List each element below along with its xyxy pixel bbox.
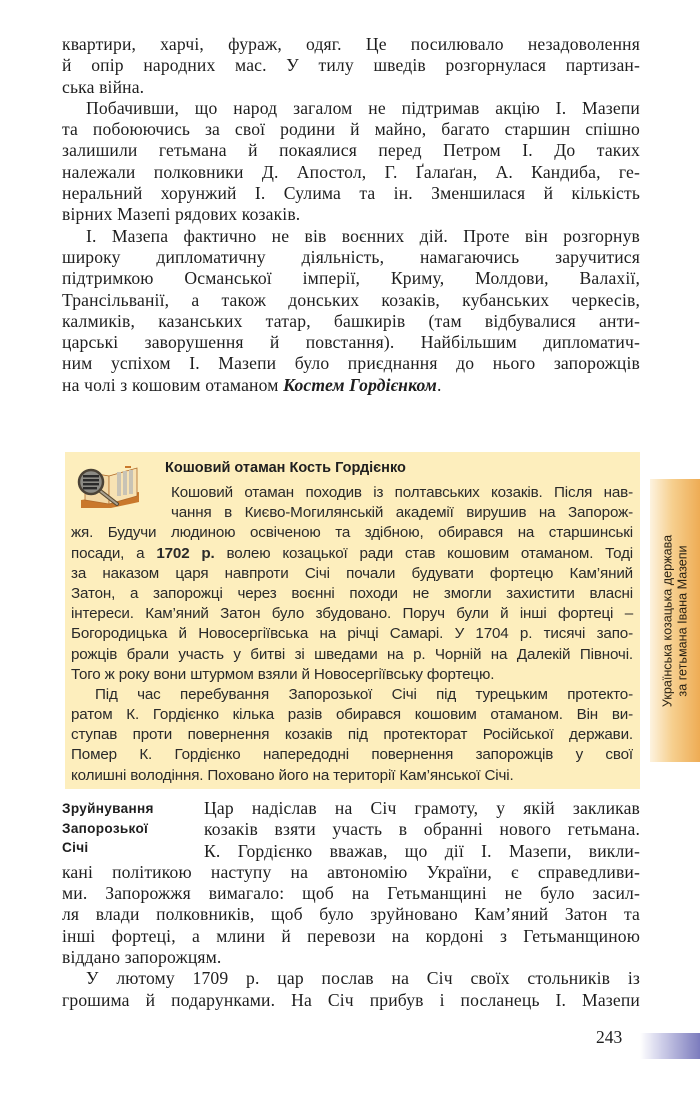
side-heading-line: Січі <box>62 840 89 855</box>
text-line: козаків взяти участь в обранні нового гетьмана. <box>204 819 640 840</box>
text-line: Богородицька й Новосергіївська на річці Самарі. У 1704 р. тисячі запо- <box>71 625 633 643</box>
text-line: ська війна. <box>62 76 145 97</box>
text-line: У лютому 1709 р. цар послав на Січ своїх стольників із <box>86 968 640 989</box>
text-line: ним успіхом І. Мазепи було приєднання до нього запорожців <box>62 353 640 374</box>
text-fragment: посади, а <box>71 544 157 562</box>
side-heading-line: Зруйнування <box>62 801 154 816</box>
text-line: неральний хорунжий І. Сулима та ін. Зменшилася й кількість <box>62 183 640 204</box>
text-line: К. Гордієнко вважав, що дії І. Мазепи, викли- <box>204 840 640 861</box>
info-box-text <box>71 483 633 786</box>
text-line: ратом К. Гордієнко кілька разів обирався кошовим отаманом. Він ви- <box>71 706 633 724</box>
text-line: й опір народних мас. У тилу шведів розгорнулася партизан- <box>62 55 640 76</box>
text-line: Затон, а запорожці через воєнні походи не змогли захистити власні <box>71 584 633 602</box>
text-line: квартири, харчі, фураж, одяг. Це посилювало незадоволення <box>62 34 640 54</box>
chapter-title-line: за гетьмана Івана Мазепи <box>675 544 689 697</box>
info-box <box>65 452 640 789</box>
text-line: жя. Будучи людиною освіченою та здібною, обирався на старшинські <box>71 524 633 542</box>
text-line: належали полковники Д. Апостол, Г. Ґалаґан, А. Кандиба, ге- <box>62 161 640 182</box>
text-line: ля влади полковників, щоб було зруйновано Кам’яний Затон та <box>62 904 640 925</box>
text-line: інші фортеці, а млини й перевози на кордоні з Гетьманщиною <box>62 925 640 946</box>
info-box-title: Кошовий отаман Кость Гордієнко <box>165 460 406 476</box>
side-heading-line: Запорозької <box>62 820 149 836</box>
text-line: Побачивши, що народ загалом не підтримав акцію І. Мазепи <box>86 97 640 118</box>
emphasis-name: Костем Гордієнком <box>283 374 437 395</box>
text-fragment: волею козацької ради став кошовим отаманом. Тоді <box>214 544 633 562</box>
text-line: за наказом царя навпроти Січі почали будувати фортецю Кам’яний <box>71 564 633 582</box>
year-emphasis: 1702 р. <box>156 544 215 562</box>
text-fragment: . <box>436 374 442 395</box>
text-line: Під час перебування Запорозької Січі під турецьким протекто- <box>95 685 633 703</box>
text-line: І. Мазепа фактично не вів воєнних дій. Проте він розгорнув <box>86 225 640 246</box>
text-line: колишні володіння. Поховано його на території Кам’янської Січі. <box>71 766 514 784</box>
text-line: широку дипломатичну діяльність, намагаючись заручитися <box>62 246 640 267</box>
text-line: чання в Києво-Могилянській академії вирушив на Запорож- <box>171 504 633 522</box>
text-fragment: на чолі з кошовим отаманом <box>62 374 284 395</box>
text-line: ми. Запорожжя вимагало: щоб на Гетьманщині не було засил- <box>62 883 640 904</box>
text-line: калмиків, казанських татар, башкирів (там відбувалися анти- <box>62 310 640 331</box>
text-line: царські заворушення й повстання). Найбільшим дипломатич- <box>62 332 640 353</box>
text-line <box>62 375 640 396</box>
text-line: Того ж року вони штурмом взяли й Новосергіївську фортецю. <box>71 665 495 683</box>
text-line <box>71 544 633 564</box>
text-line: підтримкою Османської імперії, Криму, Молдови, Валахії, <box>62 268 640 289</box>
text-line: Трансільванії, а також донських козаків, кубанських черкесів, <box>62 289 640 310</box>
chapter-tab <box>650 479 700 762</box>
text-line: Цар надіслав на Січ грамоту, у якій закликав <box>204 798 640 818</box>
intro-text <box>62 34 640 396</box>
text-line: Помер К. Гордієнко напередодні повернення запорожців у свої <box>71 746 633 764</box>
text-line: кані політикою наступу на автономію України, є справедливи- <box>62 861 640 882</box>
text-line: вірних Мазепі рядових козаків. <box>62 204 301 225</box>
text-line: залишили гетьмана й покаялися перед Петром І. До таких <box>62 140 640 161</box>
text-line: рожців брали участь у битві зі шведами на р. Чорній на Далекій Півночі. <box>71 645 633 663</box>
page-number-tab <box>640 1033 700 1059</box>
section-text <box>62 798 640 1011</box>
chapter-title <box>661 534 690 706</box>
text-line: Кошовий отаман походив із полтавських козаків. Після нав- <box>171 484 633 501</box>
text-line: віддано запорожцям. <box>62 947 222 968</box>
text-line: грошима й подарунками. На Січ прибув і посланець І. Мазепи <box>62 989 640 1010</box>
text-line: та побоюючись за свої родини й майно, багато старшин спішно <box>62 119 640 140</box>
text-line: інтереси. Кам’яний Затон було збудовано. Поруч були й інші фортеці – <box>71 605 633 623</box>
chapter-title-line: Українська козацька держава <box>660 534 675 707</box>
text-line: ступав проти повернення козаків під протекторат Російської держави. <box>71 726 633 744</box>
page-number: 243 <box>596 1027 623 1047</box>
